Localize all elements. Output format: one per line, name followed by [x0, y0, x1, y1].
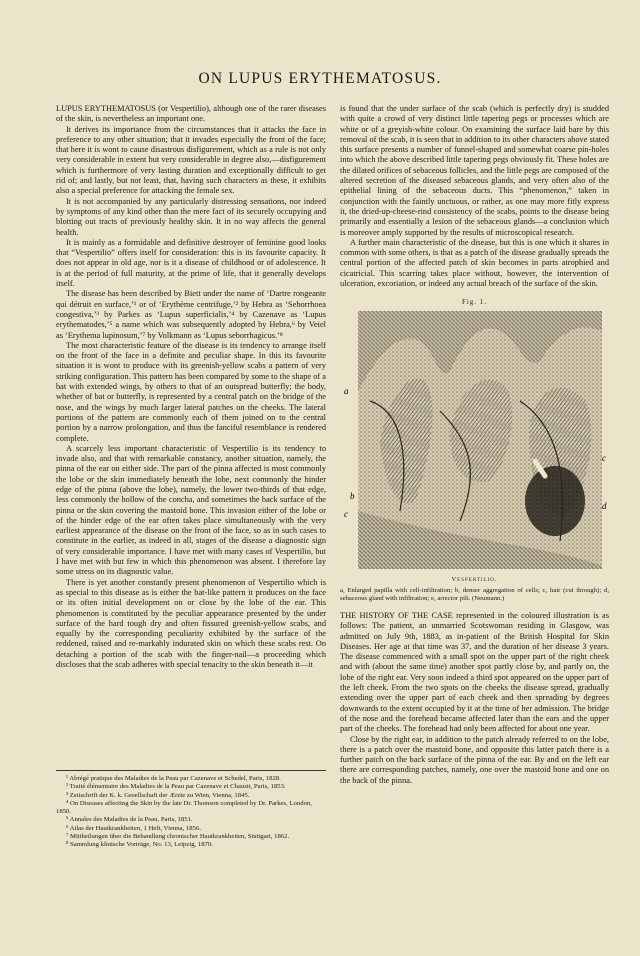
footnotes — [56, 770, 326, 850]
right-column — [340, 104, 609, 786]
figure-illustration — [340, 311, 609, 571]
paragraph: Close by the right ear, in addition to the patch already referred to on the lobe, there is a patch over the mastoid bone, and opposite this latter patch there is a further patch on the back surface of the pinna of the ear. By and on the left ear there are corresponding patches, namely, one over the mastoid bone and one on the back of the pinna. — [340, 734, 609, 785]
footnote: ⁸ Sammlung klinische Vorträge, No. 13, Leipzig, 1870. — [66, 841, 213, 849]
left-column — [56, 104, 326, 670]
figure-letter-c-right: c — [602, 452, 606, 463]
figure-letter-d: d — [602, 500, 607, 511]
figure-letter-c-left: c — [344, 508, 348, 519]
article-title: ON LUPUS ERYTHEMATOSUS. — [198, 70, 442, 87]
paragraph: LUPUS ERYTHEMATOSUS (or Vespertilio), although one of the rarer diseases of the skin, is nevertheless an important one. — [56, 104, 326, 124]
paragraph: A further main characteristic of the disease, but this is one which it shares in common with some others, is that as a patch of the disease gradually spreads the central portion of the affected patch of skin becomes in parts atrophied and cicatricial. This scarring takes place without, however, the intervention of ulceration, excoriation, or indeed any actual breach of the surface of the skin. — [340, 237, 609, 289]
paragraph: A scarcely less important characteristic of Vespertilio is its tendency to invade also, and that with remarkable constancy, another situation, namely, the pinna of the ear on either side. The part of the pinna affected is most commonly the lobe or the skin immediately beneath the lobe, next commonly the hinder edge of the pinna (above the lobe), namely, the lower two-thirds of that edge, less commonly the hollow of the concha, and sometimes the back surface of the pinna or the skin covering the mastoid bone. This invasion either of the lobe or of the hinder edge of the ear often takes place simultaneously with the very earliest appearance of the disease on the front of the face, so as in such cases to constitute in the earlier, as indeed in all, stages of the disease a diagnostic sign of very considerable importance. I have met with many cases of Vespertilio, but I have met with but few in which this phenomenon was absent. I therefore lay some stress on its diagnostic value. — [56, 443, 326, 577]
figure-label: Fig. 1. — [461, 298, 488, 307]
paragraph: is found that the under surface of the scab (which is perfectly dry) is studded with quite a crowd of very distinct little tapering pegs or processes which are white or of a greyish-white colour. On examining the surface laid bare by this removal of the scab, it is seen that in addition to its other characters above stated this surface presents a number of funnel-shaped and somewhat coarse pin-holes into which the above described little tapering pegs obviously fit. These holes are the dilated orifices of sebaceous follicles, and the little pegs are composed of the altered secretion of the diseased sebaceous glands, and very often also of the epithelial lining of the sebaceous ducts. This “phenomenon,” taken in conjunction with the faintly unctuous, or rather, as one may more fitly express it, the dried-up-cheese-rind consistency of the scabs, points to the disease being primarily and essentially a lesion of the sebaceous glands—a conclusion which is moreover amply supported by the results of microscopical research. — [340, 104, 609, 237]
paragraph: It is not accompanied by any particularly distressing sensations, nor indeed by symptoms of any kind other than the mere fact of its securely occupying and blotting out tracts of previously healthy skin. It in no way affects the general health. — [56, 196, 326, 237]
paragraph: The disease has been described by Biett under the name of ‘Dartre rongeante qui détruit en surface,’¹ or of ‘Erythème centrifuge,’² by Hebra as ‘Seborrhoea congestiva,’³ by Parkes as ‘Lupus superficialis,’⁴ by Cazenave as ‘Lupus erythematodes,’⁵ a name which was subsequently adopted by Hebra,⁶ by Veiel as ‘Erythema lupinosum,’⁷ by Volkmann as ‘Lupus seborrhagicus.’⁸ — [56, 289, 326, 340]
footnote: ³ Zeitschrift der K. k. Gesellschaft der Ærzte zu Wien, Vienna, 1845. — [66, 791, 250, 799]
histology-engraving — [340, 311, 609, 571]
footnote: ⁴ On Diseases affecting the Skin by the late Dr. Thomson completed by Dr. Parkes, London, 1850. — [56, 799, 312, 816]
figure-title: Vespertilio. — [451, 575, 498, 583]
paragraph: It derives its importance from the circumstances that it attacks the face in preference to any other situation; that it invades especially the front of the face; that here it is wont to cause disastrous disfigurement, which as a rule is not only very considerable in extent but very considerable in degree also,—disfigurement which is furthermore of very lasting duration and exceptionally difficult to get rid of; and lastly, but not least, that, having such characters as these, it exhibits also a special preference for attacking the female sex. — [56, 124, 326, 196]
figure-letter-b: b — [350, 490, 355, 501]
footnote: ¹ Abrégé pratique des Maladies de la Peau par Cazenave et Schedel, Paris, 1828. — [66, 775, 281, 782]
figure-letter-a: a — [344, 385, 349, 396]
paragraph: The most characteristic feature of the disease is its tendency to arrange itself on the front of the face in a definite and peculiar shape. In this its favourite situation it is wont to produce with its greenish-yellow scabs a pattern of very striking configuration. This pattern has been compared by some to the shape of a bat with extended wings, by others to that of an outspread butterfly; the body, whether of bat or butterfly, is represented by a central patch on the bridge of the nose, and the wings by much larger lateral patches on the cheeks. The lateral portions of the pattern are commonly each of them joined on to the central portion by a narrow prolongation, and thus the fanciful resemblance is rendered complete. — [56, 340, 326, 443]
footnote: ⁵ Annales des Maladies de la Peau, Paris, 1851. — [66, 816, 193, 824]
footnote: ² Traité élémentaire des Maladies de la Peau par Cazenave et Chausit, Paris, 1853. — [66, 783, 286, 791]
figure-legend: a, Enlarged papilla with cell-infiltration; b, denser aggregation of cells; c, hair (cut through); d, sebaceous gland with infiltration; e, arrector pili. (Neumann.) — [340, 586, 609, 602]
footnote: ⁶ Atlas der Hautkrankheiten, 1 Heft, Vienna, 1856. — [66, 824, 201, 832]
paragraph: THE HISTORY OF THE CASE represented in the coloured illustration is as follows: The patient, an unmarried Scotswoman residing in Glasgow, was admitted on July 9th, 1883, as in-patient of the British Hospital for Skin Diseases. Her age at that time was 37, and the duration of her disease 3 years. The disease commenced with a small spot on the upper part of the right cheek and with (about the same time) another spot partly close by, and partly on, the lobe of the right ear. Very soon indeed a third spot appeared on the upper part of the left cheek. From the two spots on the cheeks the disease spread, gradually extending over the upper part of each cheek and then spreading by degrees downwards to the extent occupied by it at the time of her admission. The bridge of the nose and the forehead became affected later than the ears and the upper part of the cheeks. The forehead had only been affected for about one year. — [340, 610, 609, 734]
footnote: ⁷ Mittheilungen über die Behandlung chronischer Hautkrankheiten, Stuttgart, 1862. — [66, 833, 290, 841]
paragraph: There is yet another constantly present phenomenon of Vespertilio which is as special to this disease as is either the bat-like pattern it produces on the face or its often initial development on or close by the lobe of the ear. This phenomenon is constituted by the peculiar appearance presented by the under surface of the hard tough dry and often fissured greenish-yellow scabs, and equally by the corresponding peculiarity exhibited by the surface of the reddened, raised and re-markably indurated skin on which these scabs rest. On detaching a portion of the scab with the finger-nail—a proceeding which discloses that the scab adheres with special tenacity to the skin beneath it—it — [56, 577, 326, 670]
paragraph: It is mainly as a formidable and definitive destroyer of feminine good looks that “Vespertilio” offers itself for consideration: this is its favourite capacity. It does not appear in old age, nor is it a disease of childhood or of adolescence. It is at the period of full maturity, at the prime of life, that it generally develops itself. — [56, 237, 326, 289]
